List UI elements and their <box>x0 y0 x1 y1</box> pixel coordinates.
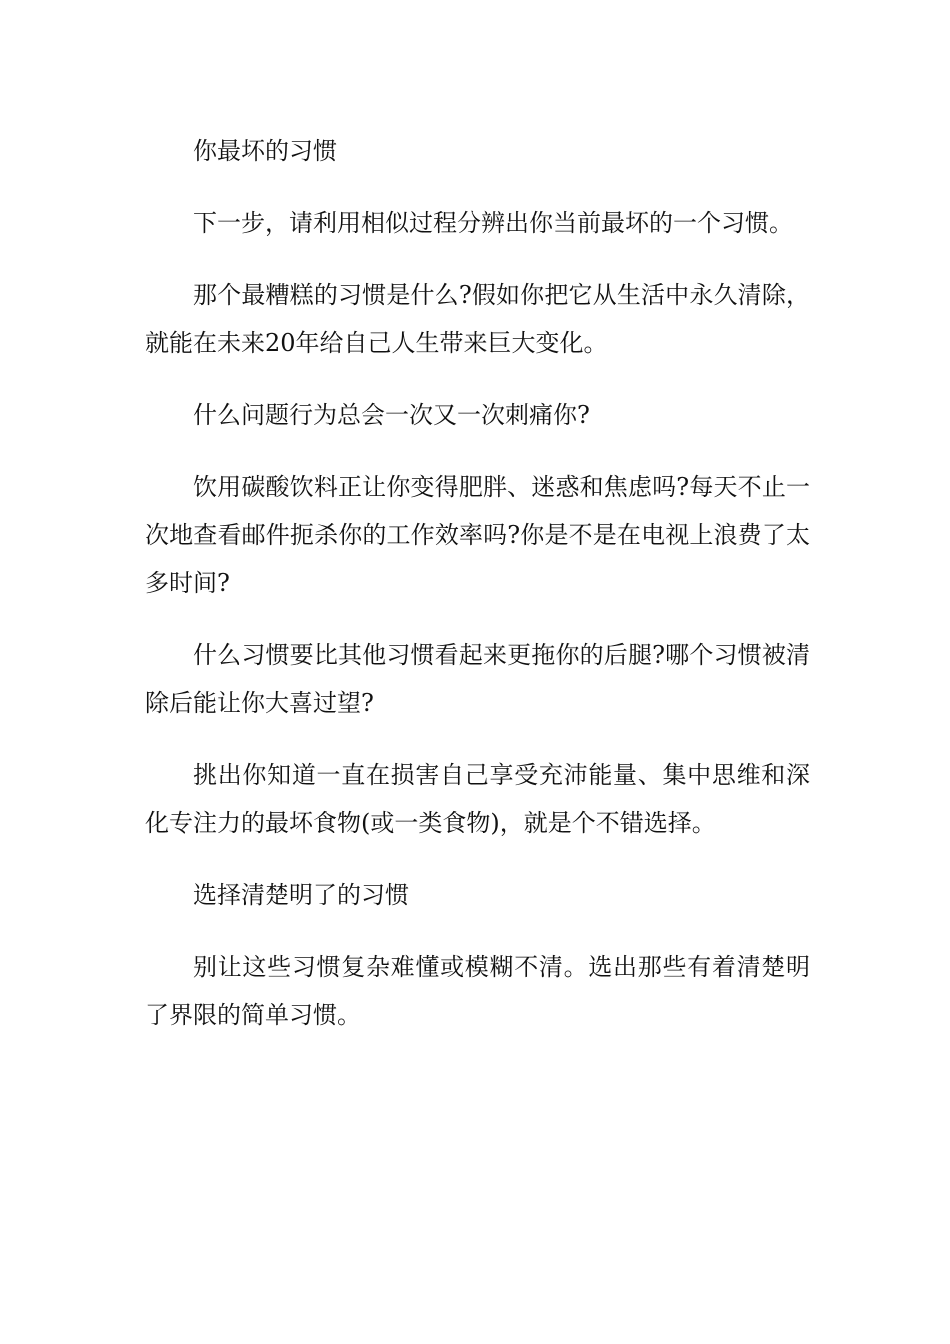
section-heading-clear-habit: 选择清楚明了的习惯 <box>193 881 409 909</box>
paragraph: 别让这些习惯复杂难懂或模糊不清。选出那些有着清楚明了界限的简单习惯。 <box>145 953 810 1029</box>
paragraph: 饮用碳酸饮料正让你变得肥胖、迷惑和焦虑吗?每天不止一次地查看邮件扼杀你的工作效率吗?你是不是在电视上浪费了太多时间? <box>145 473 810 597</box>
paragraph: 什么问题行为总会一次又一次刺痛你? <box>193 401 590 429</box>
document-body <box>145 127 810 1063</box>
paragraph: 什么习惯要比其他习惯看起来更拖你的后腿?哪个习惯被清除后能让你大喜过望? <box>145 641 810 717</box>
section-heading-worst-habit: 你最坏的习惯 <box>193 137 337 165</box>
paragraph: 下一步，请利用相似过程分辨出你当前最坏的一个习惯。 <box>193 209 793 237</box>
paragraph: 挑出你知道一直在损害自己享受充沛能量、集中思维和深化专注力的最坏食物(或一类食物)，就是个不错选择。 <box>145 761 810 837</box>
paragraph: 那个最糟糕的习惯是什么?假如你把它从生活中永久清除，就能在未来20年给自己人生带来巨大变化。 <box>145 281 810 357</box>
